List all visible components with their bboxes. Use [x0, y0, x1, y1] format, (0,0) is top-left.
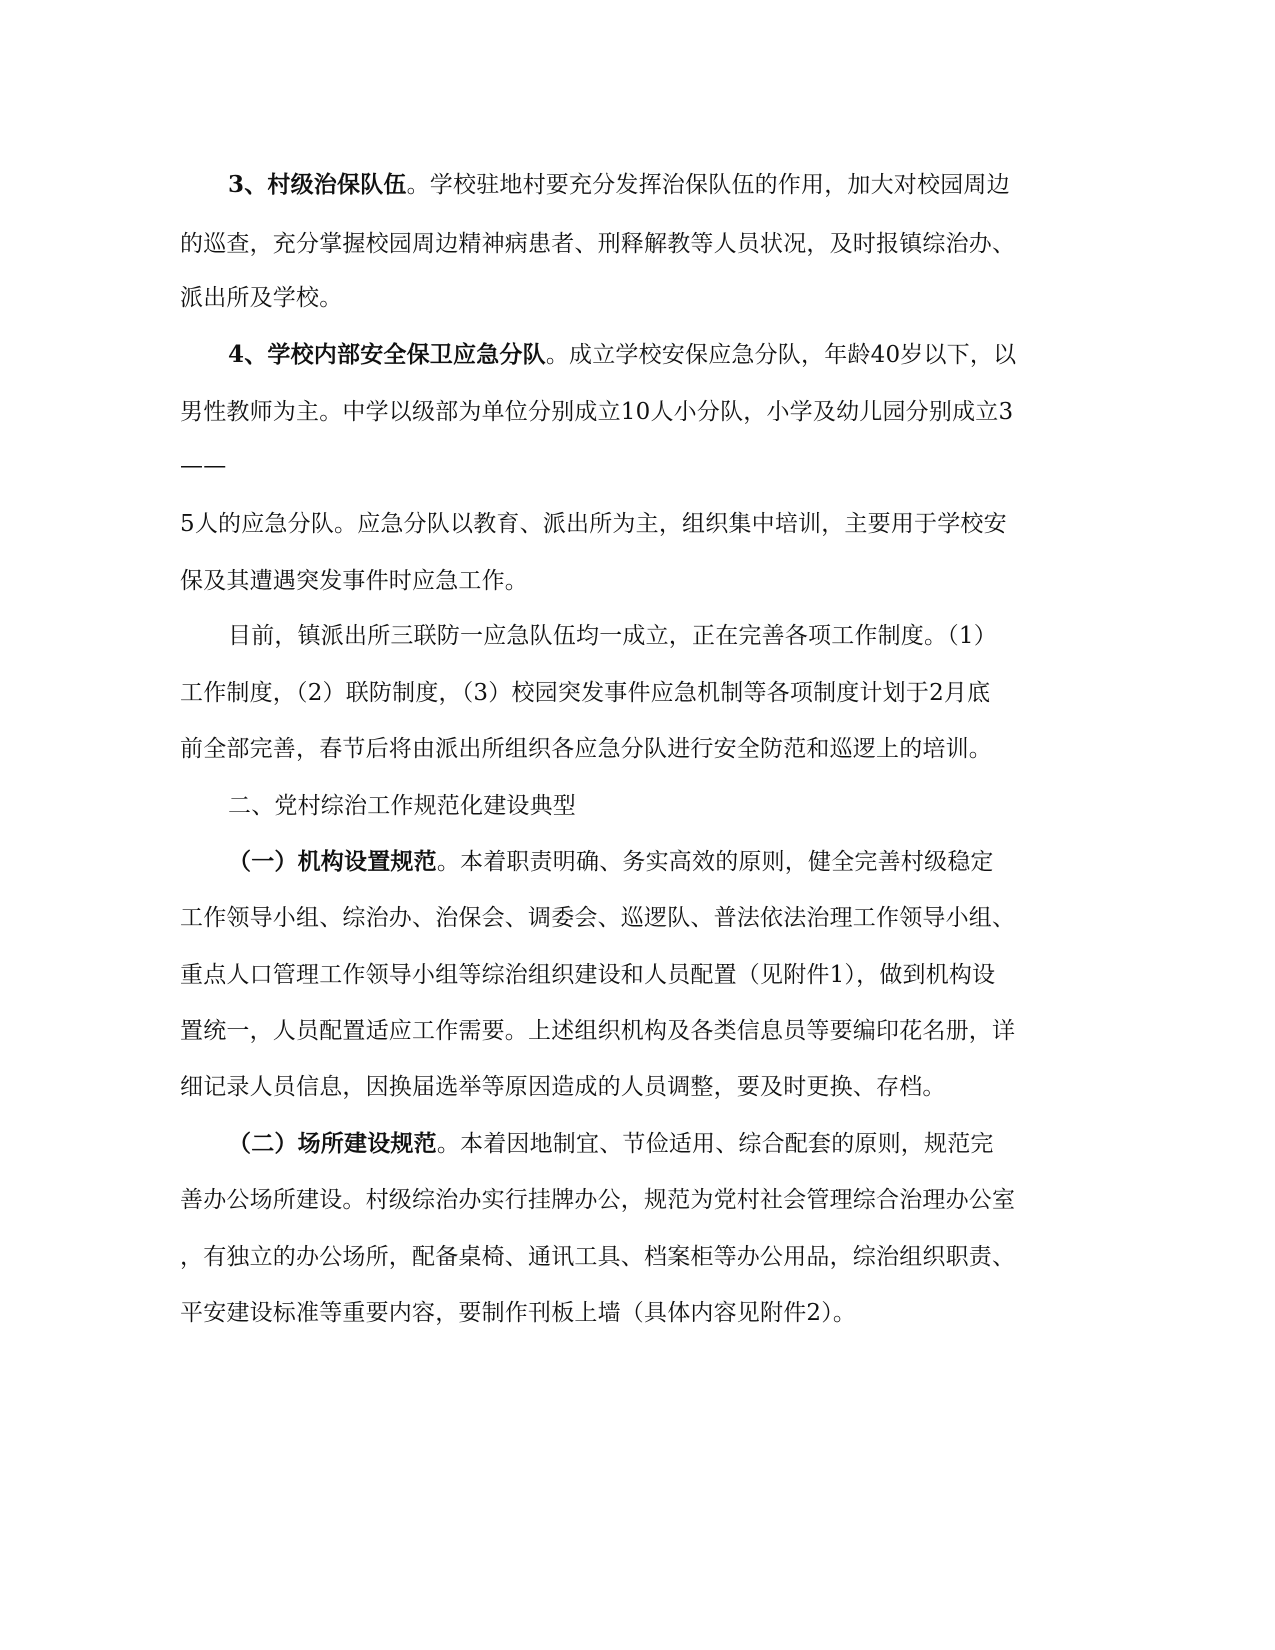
- line-text: 。成立学校安保应急分队，年龄40岁以下，以: [545, 342, 1017, 368]
- text-line: [180, 397, 1013, 427]
- text-line: [180, 678, 990, 708]
- line-text: ——: [180, 453, 227, 479]
- line-text: 置统一，人员配置适应工作需要。上述组织机构及各类信息员等要编印花名册，详: [180, 1018, 1016, 1044]
- text-line: [180, 1072, 946, 1102]
- line-text: 善办公场所建设。村级综治办实行挂牌办公，规范为党村社会管理综合治理办公室: [180, 1187, 1016, 1213]
- line-text: ，有独立的办公场所，配备桌椅、通讯工具、档案柜等办公用品，综治组织职责、: [180, 1244, 1016, 1270]
- text-line: [180, 451, 226, 481]
- line-text: 重点人口管理工作领导小组等综治组织建设和人员配置（见附件1），做到机构设: [180, 962, 996, 988]
- text-line: [180, 1242, 1015, 1272]
- line-text: 。学校驻地村要充分发挥治保队伍的作用，加大对校园周边: [406, 172, 1010, 198]
- section-title: 二、党村综治工作规范化建设典型: [228, 793, 576, 819]
- text-line: [180, 1298, 856, 1328]
- line-text: 前全部完善，春节后将由派出所组织各应急分队进行安全防范和巡逻上的培训。: [180, 736, 992, 762]
- line-text: 。本着职责明确、务实高效的原则，健全完善村级稳定: [436, 849, 994, 875]
- text-line: [228, 340, 1016, 370]
- text-line: [180, 734, 992, 764]
- line-text: 5人的应急分队。应急分队以教育、派出所为主，组织集中培训，主要用于学校安: [180, 511, 1007, 537]
- section-heading: 4、学校内部安全保卫应急分队: [228, 341, 546, 368]
- line-text: 的巡查，充分掌握校园周边精神病患者、刑释解教等人员状况，及时报镇综治办、: [180, 231, 1016, 257]
- text-line: [228, 170, 1010, 200]
- line-text: 工作制度，（2）联防制度，（3）校园突发事件应急机制等各项制度计划于2月底: [180, 680, 991, 706]
- text-line: [228, 847, 994, 877]
- line-text: 平安建设标准等重要内容，要制作刊板上墙（具体内容见附件2）。: [180, 1300, 857, 1326]
- text-line: [180, 509, 1007, 539]
- section-heading: （一）机构设置规范: [228, 848, 437, 875]
- text-line: [180, 960, 995, 990]
- text-line: [180, 283, 342, 313]
- text-line: [228, 621, 997, 651]
- line-text: 工作领导小组、综治办、治保会、调委会、巡逻队、普法依法治理工作领导小组、: [180, 905, 1016, 931]
- line-text: 细记录人员信息，因换届选举等原因造成的人员调整，要及时更换、存档。: [180, 1074, 946, 1100]
- text-line: [228, 1129, 994, 1159]
- section-heading: 3、村级治保队伍: [228, 171, 407, 198]
- line-text: 。本着因地制宜、节俭适用、综合配套的原则，规范完: [436, 1131, 994, 1157]
- text-line: [180, 1016, 1015, 1046]
- text-line: [180, 1185, 1015, 1215]
- text-line: [180, 903, 1015, 933]
- line-text: 目前，镇派出所三联防一应急队伍均一成立，正在完善各项工作制度。（1）: [228, 623, 997, 649]
- line-text: 保及其遭遇突发事件时应急工作。: [180, 568, 528, 594]
- section-heading: （二）场所建设规范: [228, 1130, 437, 1157]
- line-text: 派出所及学校。: [180, 285, 343, 311]
- line-text: 男性教师为主。中学以级部为单位分别成立10人小分队，小学及幼儿园分别成立3: [180, 399, 1014, 425]
- text-line: [180, 229, 1015, 259]
- text-line: [228, 791, 576, 821]
- text-line: [180, 566, 528, 596]
